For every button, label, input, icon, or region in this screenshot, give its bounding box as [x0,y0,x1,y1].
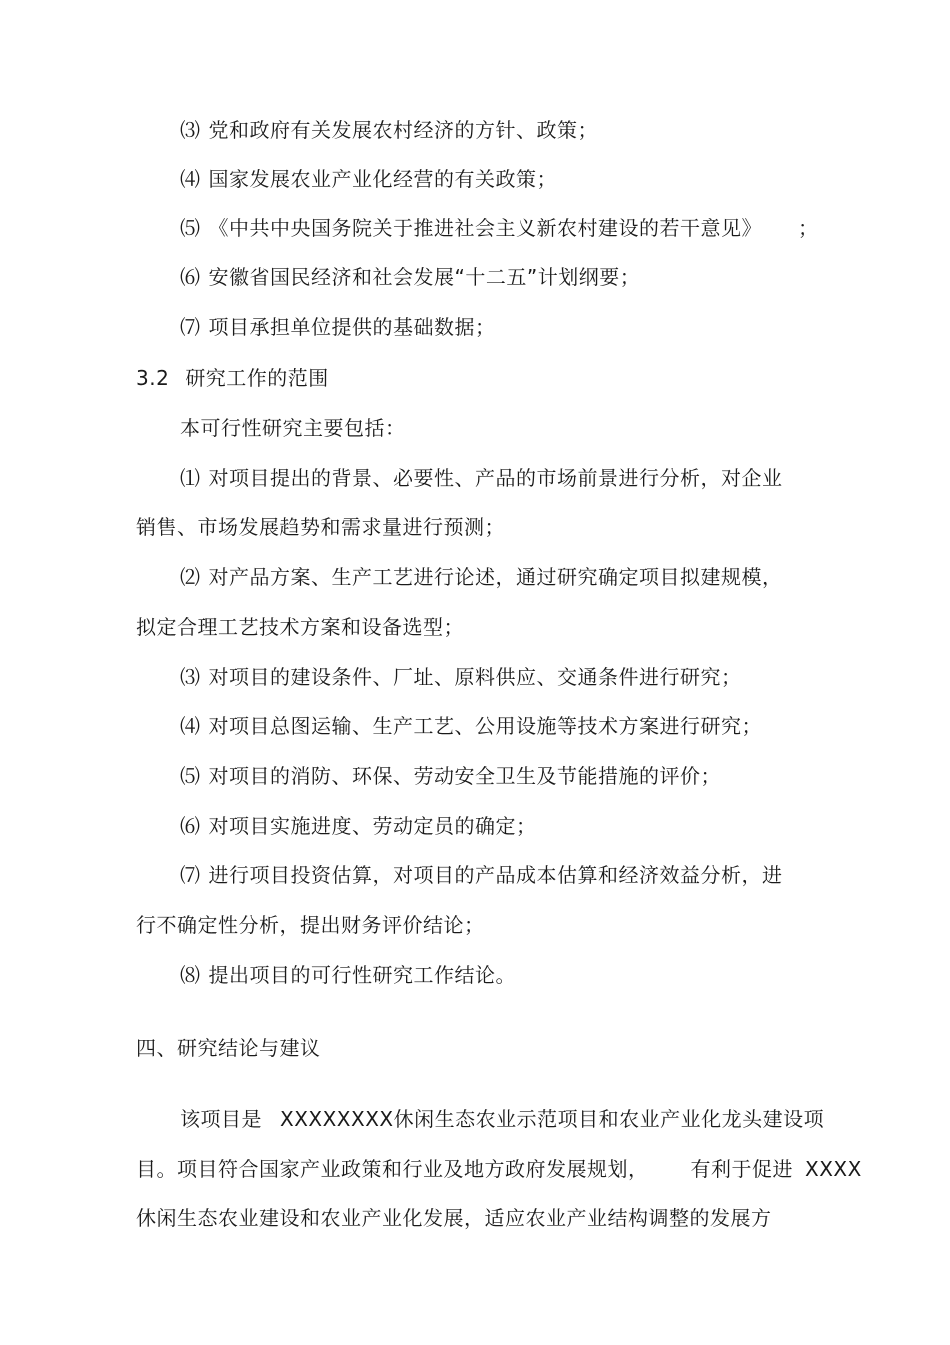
basis-item-6 [180,265,640,289]
scope-item-2 [180,565,783,589]
scope-item-4 [180,714,762,738]
item-number: ⑷ [180,714,201,738]
section-heading-4: 四、研究结论与建议 [136,1036,321,1060]
item-number: ⑸ [180,764,201,788]
section-title: 研究工作的范围 [185,366,329,390]
item-number: ⑷ [180,167,201,191]
item-text: 进行项目投资估算，对项目的产品成本估算和经济效益分析，进 [208,863,783,887]
item-tail: ； [798,216,819,240]
item-text: 党和政府有关发展农村经济的方针、政策； [208,118,598,142]
section-number: 3.2 [136,366,170,390]
item-text: 对项目实施进度、劳动定员的确定； [208,814,537,838]
scope-item-7 [180,863,783,887]
conclusion-line-3: 休闲生态农业建设和农业产业化发展，适应农业产业结构调整的发展方 [136,1206,772,1230]
section-intro: 本可行性研究主要包括： [180,416,406,440]
item-number: ⑻ [180,963,201,987]
item-number: ⑵ [180,565,201,589]
item-number: ⑴ [180,466,201,490]
item-text: 对产品方案、生产工艺进行论述，通过研究确定项目拟建规模， [208,565,783,589]
scope-item-5 [180,764,721,788]
item-number: ⑹ [180,814,201,838]
section-heading-3-2 [136,366,329,390]
conclusion-line-1: 该项目是 XXXXXXXX休闲生态农业示范项目和农业产业化龙头建设项 [180,1107,825,1131]
item-text: 《中共中央国务院关于推进社会主义新农村建设的若干意见》 [208,216,762,240]
conclusion-line-2: 目。项目符合国家产业政策和行业及地方政府发展规划， 有利于促进 XXXX [136,1157,862,1181]
item-text: 提出项目的可行性研究工作结论。 [208,963,516,987]
project-placeholder: XXXXXXXX [280,1107,394,1131]
scope-item-3 [180,665,742,689]
item-number: ⑺ [180,863,201,887]
scope-item-2-cont: 拟定合理工艺技术方案和设备选型； [136,615,464,639]
basis-item-7 [180,315,496,339]
item-text: 安徽省国民经济和社会发展“十二五”计划纲要； [208,265,641,289]
basis-item-5 [180,216,819,240]
item-text: 国家发展农业产业化经营的有关政策； [208,167,557,191]
basis-item-3 [180,118,598,142]
item-number: ⑸ [180,216,201,240]
item-number: ⑶ [180,665,201,689]
item-text: 对项目提出的背景、必要性、产品的市场前景进行分析，对企业 [208,466,783,490]
scope-item-1 [180,466,783,490]
item-text: 项目承担单位提供的基础数据； [208,315,496,339]
scope-item-8 [180,963,516,987]
scope-item-6 [180,814,537,838]
basis-item-4 [180,167,557,191]
scope-item-7-cont: 行不确定性分析，提出财务评价结论； [136,913,485,937]
scope-item-1-cont: 销售、市场发展趋势和需求量进行预测； [136,515,505,539]
item-number: ⑶ [180,118,201,142]
item-text: 对项目的建设条件、厂址、原料供应、交通条件进行研究； [208,665,742,689]
region-placeholder: XXXX [805,1157,862,1181]
item-text: 对项目总图运输、生产工艺、公用设施等技术方案进行研究； [208,714,762,738]
item-text: 对项目的消防、环保、劳动安全卫生及节能措施的评价； [208,764,721,788]
item-number: ⑹ [180,265,201,289]
item-number: ⑺ [180,315,201,339]
